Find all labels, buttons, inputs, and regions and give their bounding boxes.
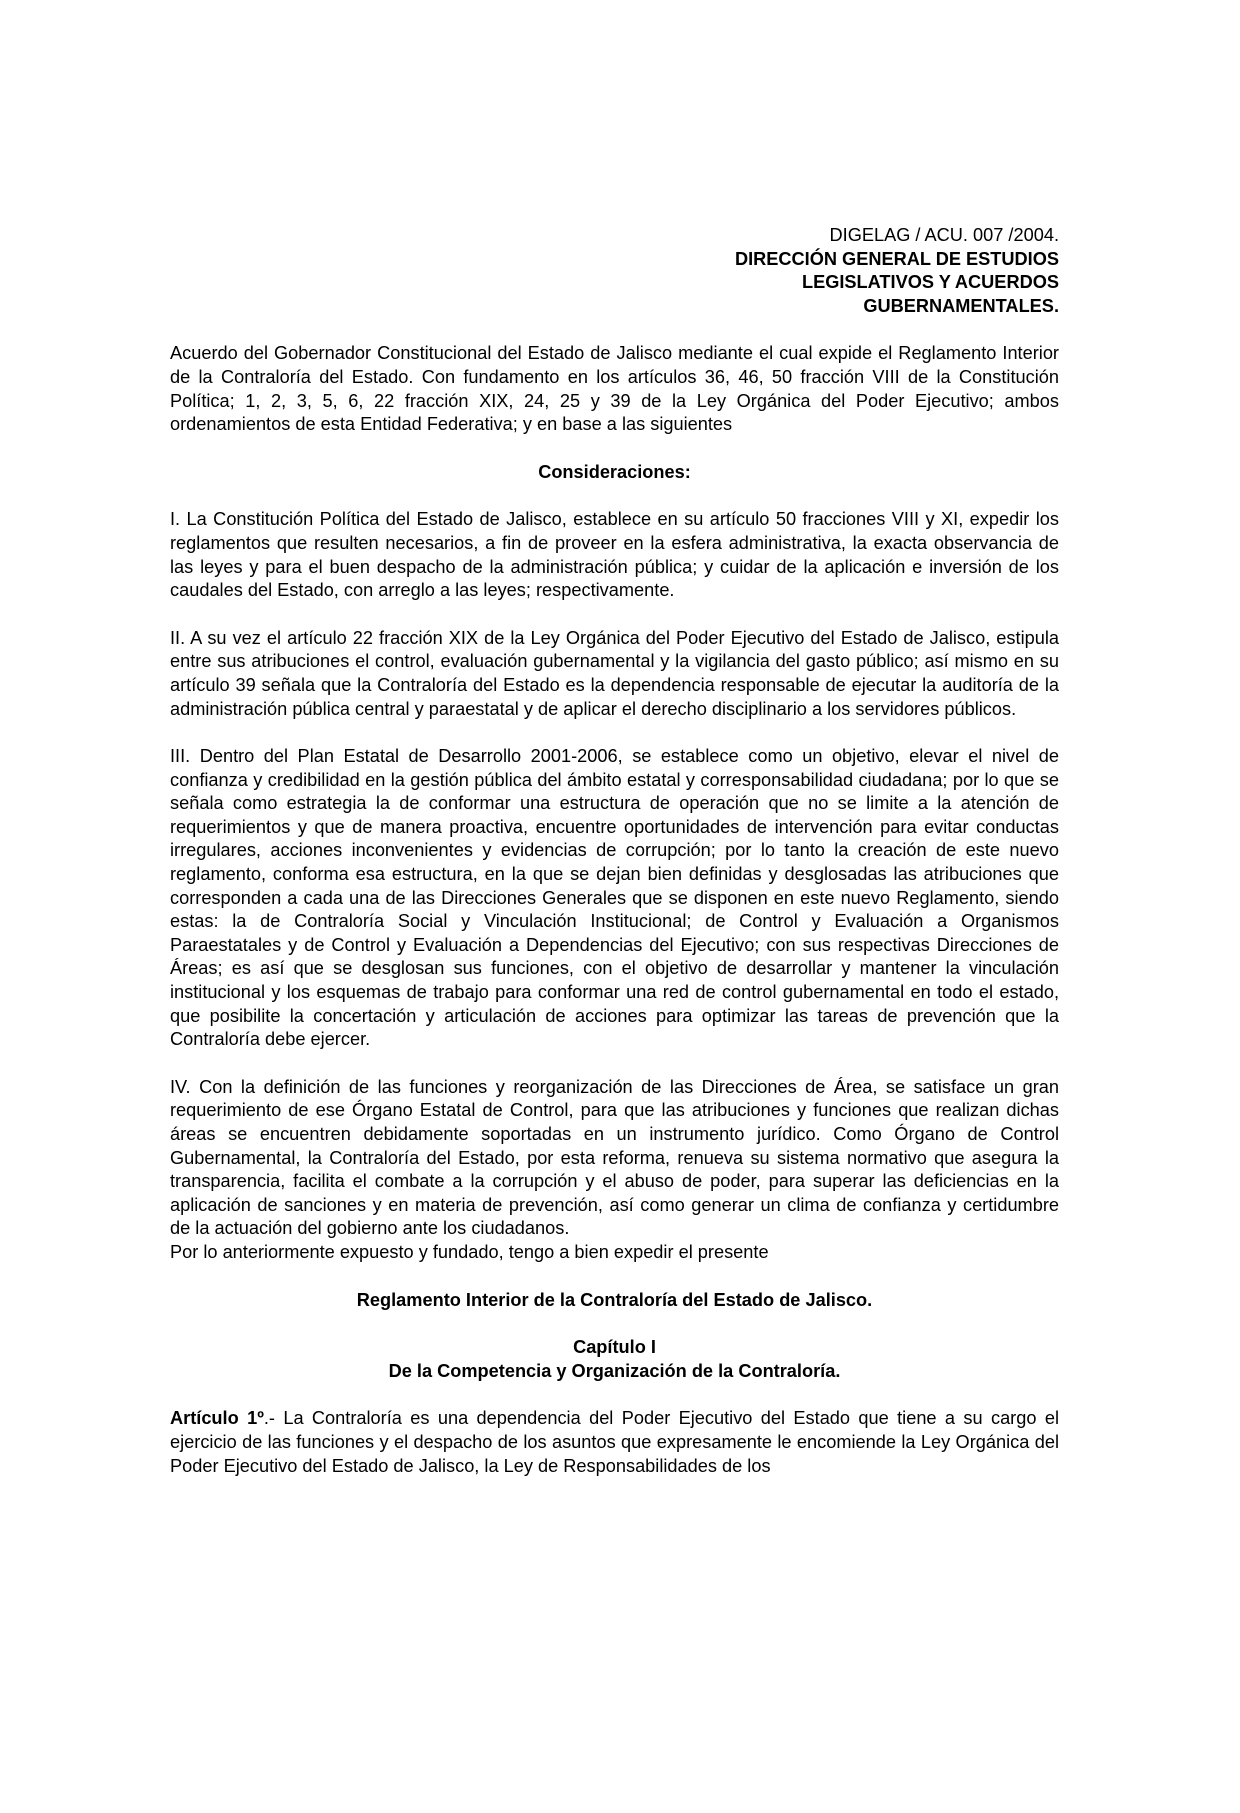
consideration-4: IV. Con la definición de las funciones y reorganización de las Direcciones de Área, se satisface un gran requerimiento de ese Órgano Estatal de Control, para que las atribuciones y funciones que realizan dichas áreas se encuentren debidamente soportadas en un instrumento jurídico. Como Órgano de Control Gubernamental, la Contraloría del Estado, por esta reforma, renueva su sistema normativo que asegura la transparencia, facilita el combate a la corrupción y el abuso de poder, para superar las deficiencias en la aplicación de sanciones y en materia de prevención, así como generar un clima de confianza y certidumbre de la actuación del gobierno ante los ciudadanos. bbox=[170, 1076, 1059, 1239]
regulation-title: Reglamento Interior de la Contraloría del Estado de Jalisco. bbox=[356, 1289, 873, 1310]
reference-number: DIGELAG / ACU. 007 /2004. bbox=[829, 225, 1059, 245]
article-1-separator: .- bbox=[263, 1408, 284, 1429]
intro-paragraph: Acuerdo del Gobernador Constitucional del Estado de Jalisco mediante el cual expide el Reglamento Interior de la Contraloría del Estado. Con fundamento en los artículos 36, 46, 50 fracción VIII de la Constitución Política; 1, 2, 3, 5, 6, 22 fracción XIX, 24, 25 y 39 de la Ley Orgánica del Poder Ejecutivo; ambos ordenamientos de esta Entidad Federativa; y en base a las siguientes bbox=[170, 343, 1059, 435]
consideration-1: I. La Constitución Política del Estado de Jalisco, establece en su artículo 50 fracciones VIII y XI, expedir los reglamentos que resulten necesarios, a fin de proveer en la esfera administrativa, la exacta observancia de las leyes y para el buen despacho de la administración pública; y cuidar de la aplicación e inversión de los caudales del Estado, con arreglo a las leyes; respectivamente. bbox=[170, 509, 1059, 601]
considerations-heading: Consideraciones: bbox=[538, 461, 691, 482]
document-header bbox=[170, 224, 1059, 318]
chapter-number: Capítulo I bbox=[573, 1337, 656, 1358]
office-name-line-1: DIRECCIÓN GENERAL DE ESTUDIOS bbox=[734, 248, 1059, 269]
article-1-label: Artículo 1º bbox=[170, 1408, 264, 1429]
closing-line: Por lo anteriormente expuesto y fundado, tengo a bien expedir el presente bbox=[170, 1241, 769, 1262]
article-1-text: La Contraloría es una dependencia del Poder Ejecutivo del Estado que tiene a su cargo el ejercicio de las funciones y el despacho de los asuntos que expresamente le encomiende la Ley Orgánica del Poder Ejecutivo del Estado de Jalisco, la Ley de Responsabilidades de los bbox=[170, 1408, 1059, 1476]
document-page bbox=[170, 224, 1059, 1478]
consideration-3: III. Dentro del Plan Estatal de Desarrollo 2001-2006, se establece como un objetivo, elevar el nivel de confianza y credibilidad en la gestión pública del ámbito estatal y corresponsabilidad ciudadana; por lo que se señala como estrategia la de conformar una estructura de operación que no se limite a la atención de requerimientos y que de manera proactiva, encuentre oportunidades de intervención para evitar conductas irregulares, acciones inconvenientes y evidencias de corrupción; por lo tanto la creación de este nuevo reglamento, conforma esa estructura, en la que se dejan bien definidas y desglosadas las atribuciones que corresponden a cada una de las Direcciones Generales que se disponen en este nuevo Reglamento, siendo estas: la de Contraloría Social y Vinculación Institucional; de Control y Evaluación a Organismos Paraestatales y de Control y Evaluación a Dependencias del Ejecutivo; con sus respectivas Direcciones de Áreas; es así que se desglosan sus funciones, con el objetivo de desarrollar y mantener la vinculación institucional y los esquemas de trabajo para conformar una red de control gubernamental en todo el estado, que posibilite la concertación y articulación de acciones para optimizar las tareas de prevención que la Contraloría debe ejercer. bbox=[170, 746, 1059, 1050]
consideration-2: II. A su vez el artículo 22 fracción XIX de la Ley Orgánica del Poder Ejecutivo del Estado de Jalisco, estipula entre sus atribuciones el control, evaluación gubernamental y la vigilancia del gasto público; así mismo en su artículo 39 señala que la Contraloría del Estado es la dependencia responsable de ejecutar la auditoría de la administración pública central y paraestatal y de aplicar el derecho disciplinario a los servidores públicos. bbox=[170, 627, 1059, 719]
article-1 bbox=[170, 1407, 1059, 1478]
office-name-line-2: LEGISLATIVOS Y ACUERDOS bbox=[801, 272, 1059, 293]
office-name-line-3: GUBERNAMENTALES. bbox=[863, 295, 1059, 316]
chapter-title: De la Competencia y Organización de la Contraloría. bbox=[388, 1360, 841, 1381]
